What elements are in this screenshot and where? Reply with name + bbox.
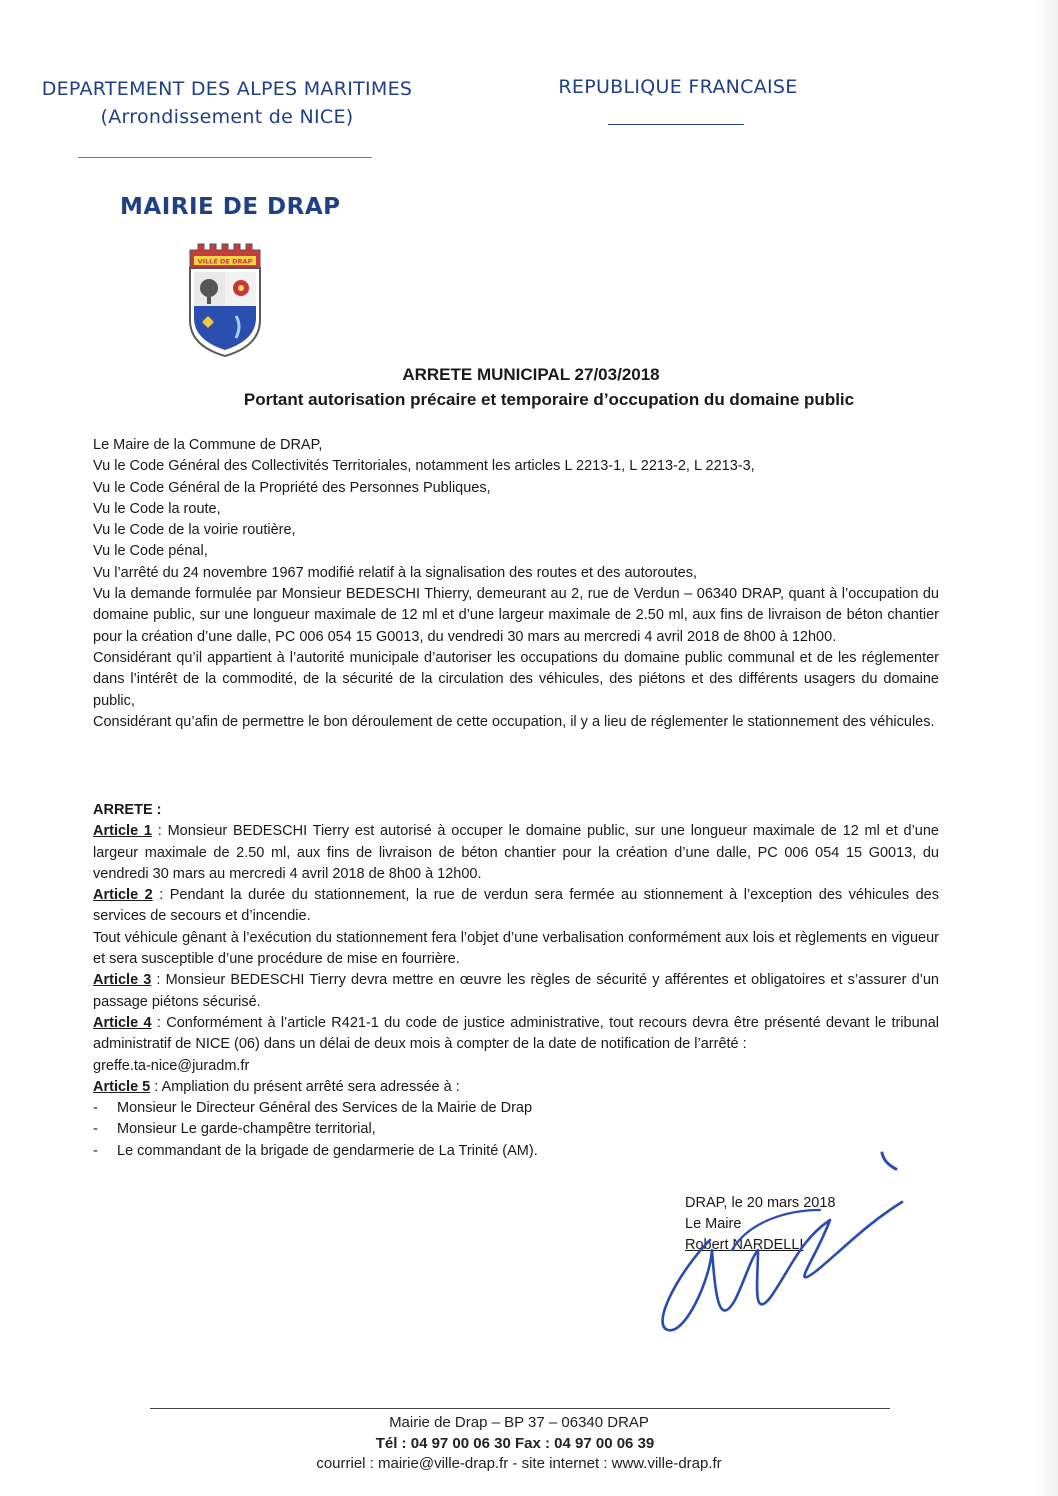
- article-4-text: : Conformément à l’article R421-1 du code de justice administrative, tout recours devra être présenté devant le tribunal administratif de NICE (06) dans un délai de deux mois à compter de la date de notification de l’arrêté :: [93, 1014, 939, 1053]
- request-paragraph: Vu la demande formulée par Monsieur BEDESCHI Thierry, demeurant au 2, rue de Verdun – 06340 DRAP, quant à l’occupation du domaine public, sur une longueur maximale de 12 ml et d’une largeur maximale de 2.50 ml, aux fins de livraison de béton chantier pour la création d’une dalle, PC 006 054 15 G0013, du vendredi 30 mars au mercredi 4 avril 2018 de 8h00 à 12h00.: [93, 586, 939, 645]
- preamble-line: Vu le Code Général des Collectivités Territoriales, notamment les articles L 2213-1, L 2213-2, L 2213-3,: [93, 458, 755, 475]
- article-2-extra: Tout véhicule gênant à l’exécution du stationnement fera l’objet d’une verbalisation conformément aux lois et règlements en vigueur et sera susceptible d’une procédure de mise en fourrière.: [93, 929, 939, 968]
- recipient-item: - Monsieur Le garde-champêtre territorial,: [93, 1119, 939, 1140]
- recipient-item: - Le commandant de la brigade de gendarmerie de La Trinité (AM).: [93, 1141, 939, 1162]
- signature-place-date: DRAP, le 20 mars 2018: [685, 1195, 836, 1211]
- decree-articles-section: [93, 800, 939, 1162]
- ink-mark-icon: [878, 1150, 902, 1174]
- handwritten-signature: [640, 1180, 910, 1345]
- article-5-label: Article 5: [93, 1078, 151, 1095]
- considering-paragraph-2: Considérant qu’afin de permettre le bon déroulement de cette occupation, il y a lieu de réglementer le stationnement des véhicules.: [93, 713, 935, 730]
- scan-edge-shadow: [1036, 0, 1058, 1496]
- article-1-label: Article 1: [93, 823, 152, 840]
- signature-role: Le Maire: [685, 1216, 742, 1232]
- department-underline: [78, 157, 372, 158]
- footer-contact: courriel : mairie@ville-drap.fr - site internet : www.ville-drap.fr: [316, 1455, 722, 1472]
- svg-text:VILLE DE DRAP: VILLE DE DRAP: [197, 257, 253, 266]
- preamble-line: Vu le Code Général de la Propriété des Personnes Publiques,: [93, 479, 491, 496]
- preamble-section: [93, 435, 939, 733]
- article-1: [93, 821, 939, 885]
- article-4: [93, 1013, 939, 1056]
- signature-name: Robert NARDELLI: [685, 1237, 804, 1253]
- preamble-line: Le Maire de la Commune de DRAP,: [93, 437, 323, 453]
- preamble-line: Vu l’arrêté du 24 novembre 1967 modifié relatif à la signalisation des routes et des autoroutes,: [93, 564, 697, 581]
- considering-paragraph-1: Considérant qu’il appartient à l’autorité municipale d’autoriser les occupations du domaine public communal et de les réglementer dans l’intérêt de la commodité, de la sécurité de la circulation des véhicules, des piétons et des différents usagers du domaine public,: [93, 649, 939, 709]
- article-2-label: Article 2: [93, 887, 153, 904]
- article-2: [93, 885, 939, 928]
- article-3-label: Article 3: [93, 972, 152, 989]
- arrete-heading: ARRETE :: [93, 802, 162, 818]
- mairie-heading: MAIRIE DE DRAP: [120, 194, 341, 220]
- article-1-text: : Monsieur BEDESCHI Tierry est autorisé à occuper le domaine public, sur une longueur maximale de 12 ml et d’une largeur maximale de 2.50 ml, aux fins de livraison de béton chantier pour la création d’une dalle, PC 006 054 15 G0013, du vendredi 30 mars au mercredi 4 avril 2018 de 8h00 à 12h00.: [93, 823, 939, 882]
- recipient-item: - Monsieur le Directeur Général des Services de la Mairie de Drap: [93, 1098, 939, 1119]
- town-crest-logo: [186, 240, 264, 358]
- republic-underline: [608, 124, 744, 125]
- article-5: [93, 1077, 939, 1098]
- preamble-line: Vu le Code pénal,: [93, 543, 208, 560]
- article-5-text: : Ampliation du présent arrêté sera adressée à :: [150, 1078, 460, 1095]
- decree-subtitle: Portant autorisation précaire et temporaire d’occupation du domaine public: [243, 390, 855, 409]
- footer-phone-fax: Tél : 04 97 00 06 30 Fax : 04 97 00 06 39: [375, 1435, 655, 1452]
- footer-address: Mairie de Drap – BP 37 – 06340 DRAP: [389, 1414, 649, 1431]
- article-4-label: Article 4: [93, 1014, 152, 1031]
- article-2-text: : Pendant la durée du stationnement, la rue de verdun sera fermée au stionnement à l’exception des véhicules des services de secours et d’incendie.: [93, 887, 939, 925]
- recipients-list: [93, 1098, 939, 1162]
- preamble-line: Vu le Code la route,: [93, 500, 221, 517]
- footer-divider: [150, 1408, 890, 1409]
- tribunal-email: greffe.ta-nice@juradm.fr: [93, 1057, 250, 1074]
- article-3: [93, 970, 939, 1013]
- article-3-text: : Monsieur BEDESCHI Tierry devra mettre en œuvre les règles de sécurité y afférentes et obligatoires et s’assurer d’un passage piétons sécurisé.: [93, 972, 939, 1010]
- department-heading: DEPARTEMENT DES ALPES MARITIMES: [41, 78, 413, 100]
- arrondissement-heading: (Arrondissement de NICE): [100, 106, 354, 128]
- republic-heading: REPUBLIQUE FRANCAISE: [558, 76, 798, 98]
- preamble-line: Vu le Code de la voirie routière,: [93, 522, 296, 539]
- decree-title: ARRETE MUNICIPAL 27/03/2018: [402, 365, 660, 384]
